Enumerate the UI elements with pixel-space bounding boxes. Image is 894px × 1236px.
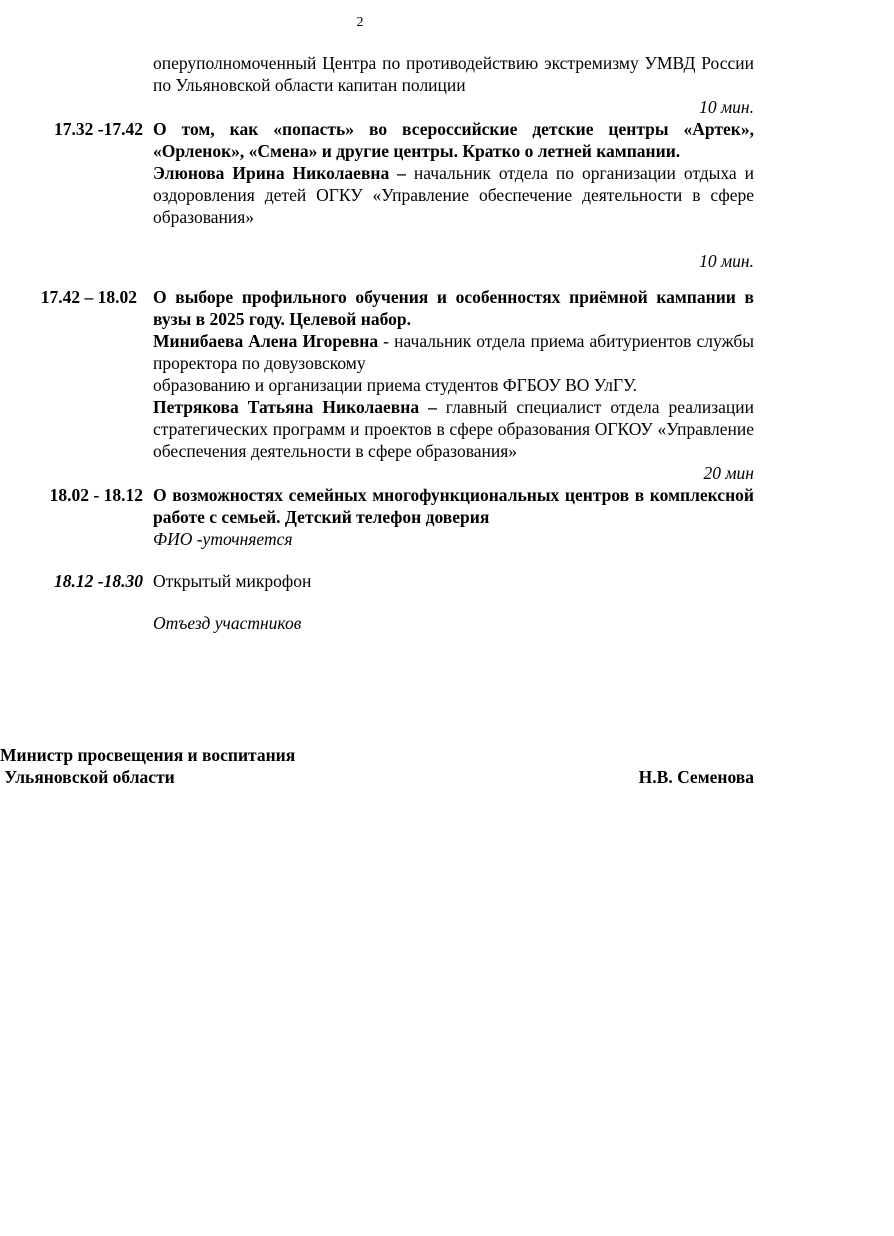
speaker-role-continued: образованию и организации приема студентов ФГБОУ ВО УлГУ. — [153, 375, 637, 395]
agenda-item-speaker — [153, 330, 754, 374]
departure-note: Отъезд участников — [153, 613, 302, 633]
agenda-item-speaker — [153, 396, 754, 462]
agenda-item-speaker — [153, 162, 754, 228]
intro-speaker-text: оперуполномоченный Центра по противодействию экстремизму УМВД России по Ульяновской области капитан полиции — [153, 53, 754, 95]
signature-row — [0, 766, 754, 788]
signature-title-line2: Ульяновской области — [0, 767, 175, 787]
agenda-item-title: Открытый микрофон — [153, 571, 312, 591]
agenda-item-speaker-note: ФИО -уточняется — [153, 529, 293, 549]
agenda-item-2 — [40, 286, 754, 462]
signature-title-line1: Министр просвещения и воспитания — [0, 745, 296, 765]
speaker-name: Петрякова Татьяна Николаевна – — [153, 397, 437, 417]
agenda-item-time: 18.12 -18.30 — [54, 571, 143, 591]
speaker-role: - начальник отдела приема абитуриентов службы проректора по довузовскому — [153, 331, 754, 373]
speaker-name: Минибаева Алена Игоревна — [153, 331, 379, 351]
agenda-item-3 — [49, 484, 754, 550]
speaker-name: Элюнова Ирина Николаевна – — [153, 163, 406, 183]
agenda-item-title: О выборе профильного обучения и особенностях приёмной кампании в вузы в 2025 году. Целевой набор. — [153, 287, 754, 329]
agenda-item-title: О том, как «попасть» во всероссийские детские центры «Артек», «Орленок», «Смена» и другие центры. Кратко о летней кампании. — [153, 119, 754, 161]
agenda-item-title: О возможностях семейных многофункциональных центров в комплексной работе с семьей. Детский телефон доверия — [153, 485, 754, 527]
signature-name: Н.В. Семенова — [638, 767, 754, 787]
agenda-item-1 — [54, 118, 754, 228]
agenda-item-time: 17.42 – 18.02 — [40, 287, 137, 307]
intro-duration: 10 мин. — [699, 97, 754, 117]
agenda-item-time: 17.32 -17.42 — [54, 119, 143, 139]
speaker-role: главный специалист отдела реализации стратегических программ и проектов в сфере образования ОГКОУ «Управление обеспечения деятельности в сфере образования» — [153, 397, 754, 461]
agenda-item-time: 18.02 - 18.12 — [49, 485, 143, 505]
signature-block — [0, 744, 754, 788]
agenda-item-duration: 20 мин — [703, 463, 754, 483]
agenda-item-duration: 10 мин. — [699, 251, 754, 271]
speaker-role: начальник отдела по организации отдыха и оздоровления детей ОГКУ «Управление обеспечение деятельности в сфере образования» — [153, 163, 754, 227]
agenda-content — [40, 52, 754, 634]
page-number: 2 — [356, 15, 364, 30]
agenda-item-4 — [54, 570, 754, 592]
